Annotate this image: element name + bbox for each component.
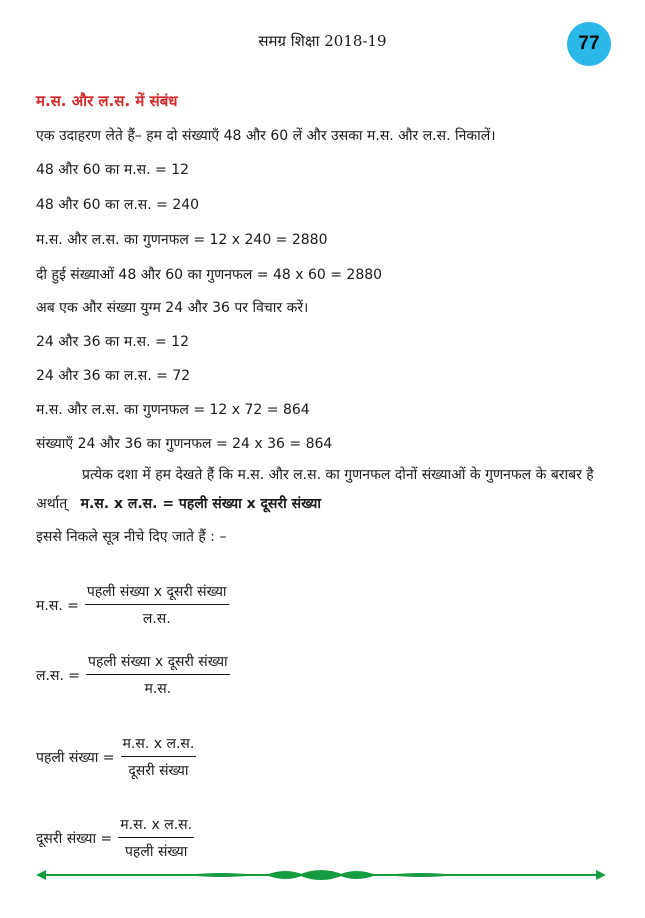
text-line: म.स. और ल.स. का गुणनफल = 12 x 240 = 2880 [36,232,328,248]
text-line: 24 और 36 का म.स. = 12 [36,334,190,350]
formula-lhs: ल.स. = [36,667,81,684]
bold-formula: म.स. x ल.स. = पहली संख्या x दूसरी संख्या [80,496,322,512]
lead-in-text: इससे निकले सूत्र नीचे दिए जाते हैं : – [36,529,227,545]
formula-lhs: म.स. = [36,597,79,614]
text-line: 24 और 36 का ल.स. = 72 [36,368,191,384]
fraction [121,734,197,780]
observation-paragraph [36,461,596,519]
formula-second-number [36,815,194,861]
fraction [85,582,229,628]
text-line: संख्याएँ 24 और 36 का गुणनफल = 24 x 36 = 864 [36,436,333,452]
text-line: दी हुई संख्याओं 48 और 60 का गुणनफल = 48 x 60 = 2880 [36,267,383,283]
footer-rule-shape [36,870,606,880]
fraction-denominator: म.स. [144,681,172,697]
page-number-badge: 77 [567,22,611,66]
formula-lhs: पहली संख्या = [36,749,115,766]
text-line: एक उदाहरण लेते हैं– हम दो संख्याएँ 48 और 60 लें और उसका म.स. और ल.स. निकालें। [36,128,496,144]
text-line: 48 और 60 का ल.स. = 240 [36,197,200,213]
text-line: अब एक और संख्या युग्म 24 और 36 पर विचार करें। [36,300,309,316]
decorative-footer-rule [36,866,606,884]
section-heading: म.स. और ल.स. में संबंध [36,92,178,110]
formula-lhs: दूसरी संख्या = [36,830,113,847]
fraction-denominator: ल.स. [142,611,171,627]
formula-hcf [36,582,229,628]
fraction-numerator: पहली संख्या x दूसरी संख्या [86,652,230,675]
fraction [86,652,230,698]
fraction [118,815,194,861]
fraction-denominator: दूसरी संख्या [128,763,189,779]
fraction-numerator: पहली संख्या x दूसरी संख्या [85,582,229,605]
fraction-denominator: पहली संख्या [124,844,188,860]
formula-first-number [36,734,196,780]
page-header-title: समग्र शिक्षा 2018-19 [258,32,387,50]
text-line: म.स. और ल.स. का गुणनफल = 12 x 72 = 864 [36,402,310,418]
formula-lcm [36,652,230,698]
paragraph-text: प्रत्येक दशा में हम देखते हैं कि म.स. और ल.स. का गुणनफल दोनों संख्याओं के गुणनफल के बराबर है अर्थात् [36,467,594,512]
fraction-numerator: म.स. x ल.स. [121,734,197,757]
text-line: 48 और 60 का म.स. = 12 [36,162,190,178]
fraction-numerator: म.स. x ल.स. [118,815,194,838]
